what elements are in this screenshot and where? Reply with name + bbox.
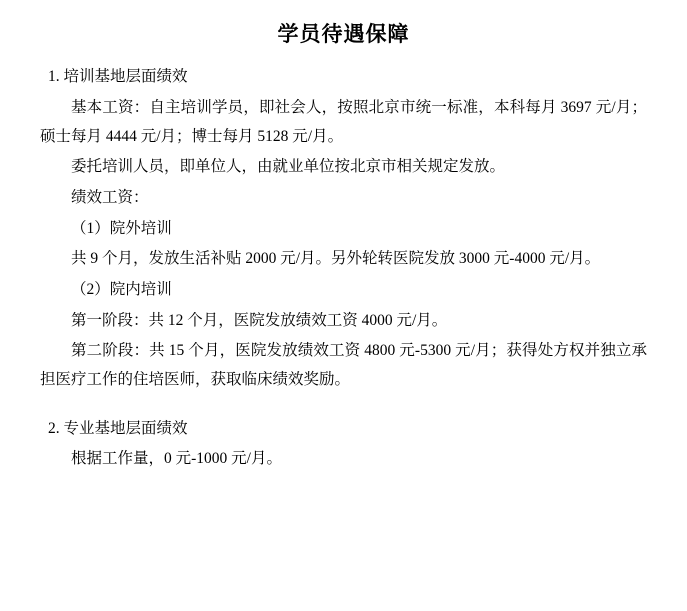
paragraph-stage-2-detail: 第二阶段：共 15 个月，医院发放绩效工资 4800 元-5300 元/月；获得处方权并独立承担医疗工作的住培医师，获取临床绩效奖励。 [40, 342, 647, 388]
paragraph-offsite-training-detail: 共 9 个月，发放生活补贴 2000 元/月。另外轮转医院发放 3000 元-4000 元/月。 [71, 250, 601, 268]
paragraph-entrusted-training: 委托培训人员，即单位人，由就业单位按北京市相关规定发放。 [71, 158, 506, 176]
paragraph-stage-1-detail: 第一阶段：共 12 个月，医院发放绩效工资 4000 元/月。 [71, 311, 448, 329]
paragraph-item-2-label: （2）院内培训 [71, 280, 172, 298]
section-heading-1: 1. 培训基地层面绩效 [48, 68, 188, 86]
section-heading-2: 2. 专业基地层面绩效 [48, 419, 188, 437]
paragraph-item-1-label: （1）院外培训 [71, 219, 172, 237]
paragraph-basic-salary: 基本工资：自主培训学员，即社会人，按照北京市统一标准，本科每月 3697 元/月；硕士每月 4444 元/月；博士每月 5128 元/月。 [40, 98, 647, 145]
paragraph-performance-salary-label: 绩效工资： [71, 188, 149, 206]
page-title: 学员待遇保障 [277, 22, 410, 46]
section-gap [40, 397, 647, 415]
paragraph-workload-detail: 根据工作量，0 元-1000 元/月。 [71, 450, 282, 468]
